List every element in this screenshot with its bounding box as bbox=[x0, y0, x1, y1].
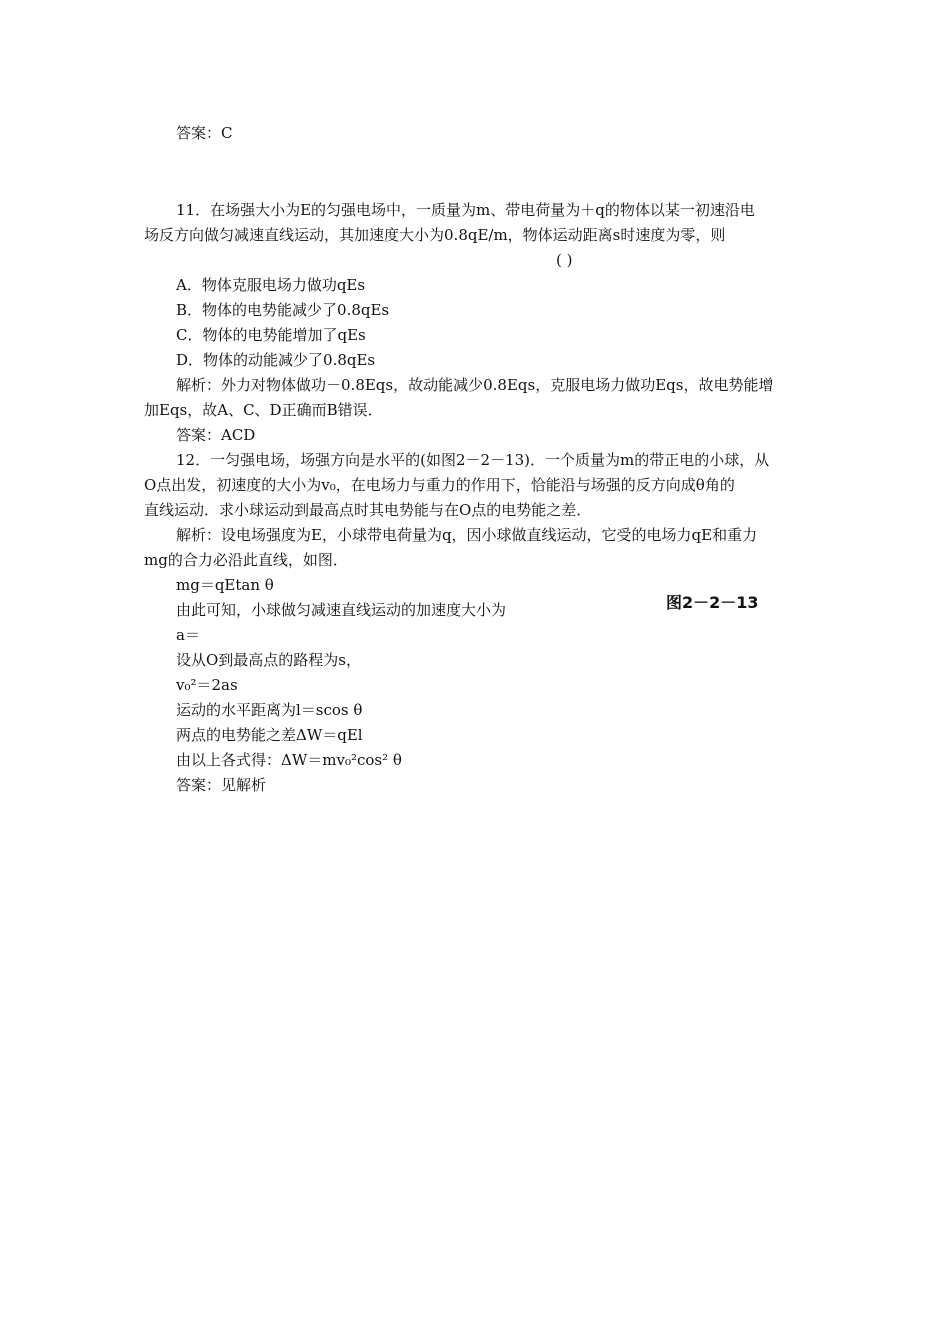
q11-stem-line: 场反方向做匀减速直线运动，其加速度大小为0.8qE/m，物体运动距离s时速度为零，则 bbox=[144, 226, 726, 244]
q11-option-d: D．物体的动能减少了0.8qEs bbox=[176, 351, 376, 369]
q11-option-c: C．物体的电势能增加了qEs bbox=[176, 326, 366, 344]
q11-analysis-line: 加Eqs，故A、C、D正确而B错误． bbox=[144, 401, 383, 419]
q11-option-b: B．物体的电势能减少了0.8qEs bbox=[176, 301, 390, 319]
q12-analysis-line: mg的合力必沿此直线，如图． bbox=[144, 551, 348, 569]
q11-option-a: A．物体克服电场力做功qEs bbox=[176, 276, 366, 294]
q12-stem-line: 12．一匀强电场，场强方向是水平的(如图2－2－13)．一个质量为m的带正电的小球，从 bbox=[176, 451, 770, 469]
answer-line-previous: 答案：C bbox=[176, 124, 233, 142]
q12-analysis-line: 解析：设电场强度为E，小球带电荷量为q，因小球做直线运动，它受的电场力qE和重力 bbox=[176, 526, 758, 544]
q12-step: 运动的水平距离为l＝scos θ bbox=[176, 701, 363, 719]
q12-answer: 答案：见解析 bbox=[176, 776, 267, 794]
q12-step: a＝ bbox=[176, 626, 200, 644]
q12-step: mg＝qEtan θ bbox=[176, 576, 274, 594]
q12-stem-line: O点出发，初速度的大小为v₀，在电场力与重力的作用下，恰能沿与场强的反方向成θ角的 bbox=[144, 476, 735, 494]
q12-stem-line: 直线运动．求小球运动到最高点时其电势能与在O点的电势能之差． bbox=[144, 501, 592, 519]
q11-stem-line: 11．在场强大小为E的匀强电场中，一质量为m、带电荷量为＋q的物体以某一初速沿电 bbox=[176, 201, 755, 219]
q12-step: 两点的电势能之差ΔW＝qEl bbox=[176, 726, 363, 744]
figure-label: 图2－2－13 bbox=[666, 593, 759, 612]
q11-answer-blank: ( ) bbox=[556, 251, 573, 269]
q11-answer: 答案：ACD bbox=[176, 426, 256, 444]
q12-step: 设从O到最高点的路程为s， bbox=[176, 651, 361, 669]
q12-step: 由此可知，小球做匀减速直线运动的加速度大小为 bbox=[176, 601, 507, 619]
q12-step: 由以上各式得：ΔW＝mv₀²cos² θ bbox=[176, 751, 402, 769]
q11-analysis-line: 解析：外力对物体做功－0.8Eqs，故动能减少0.8Eqs，克服电场力做功Eqs，故电势能增 bbox=[176, 376, 774, 394]
q12-step: v₀²＝2as bbox=[176, 676, 238, 694]
